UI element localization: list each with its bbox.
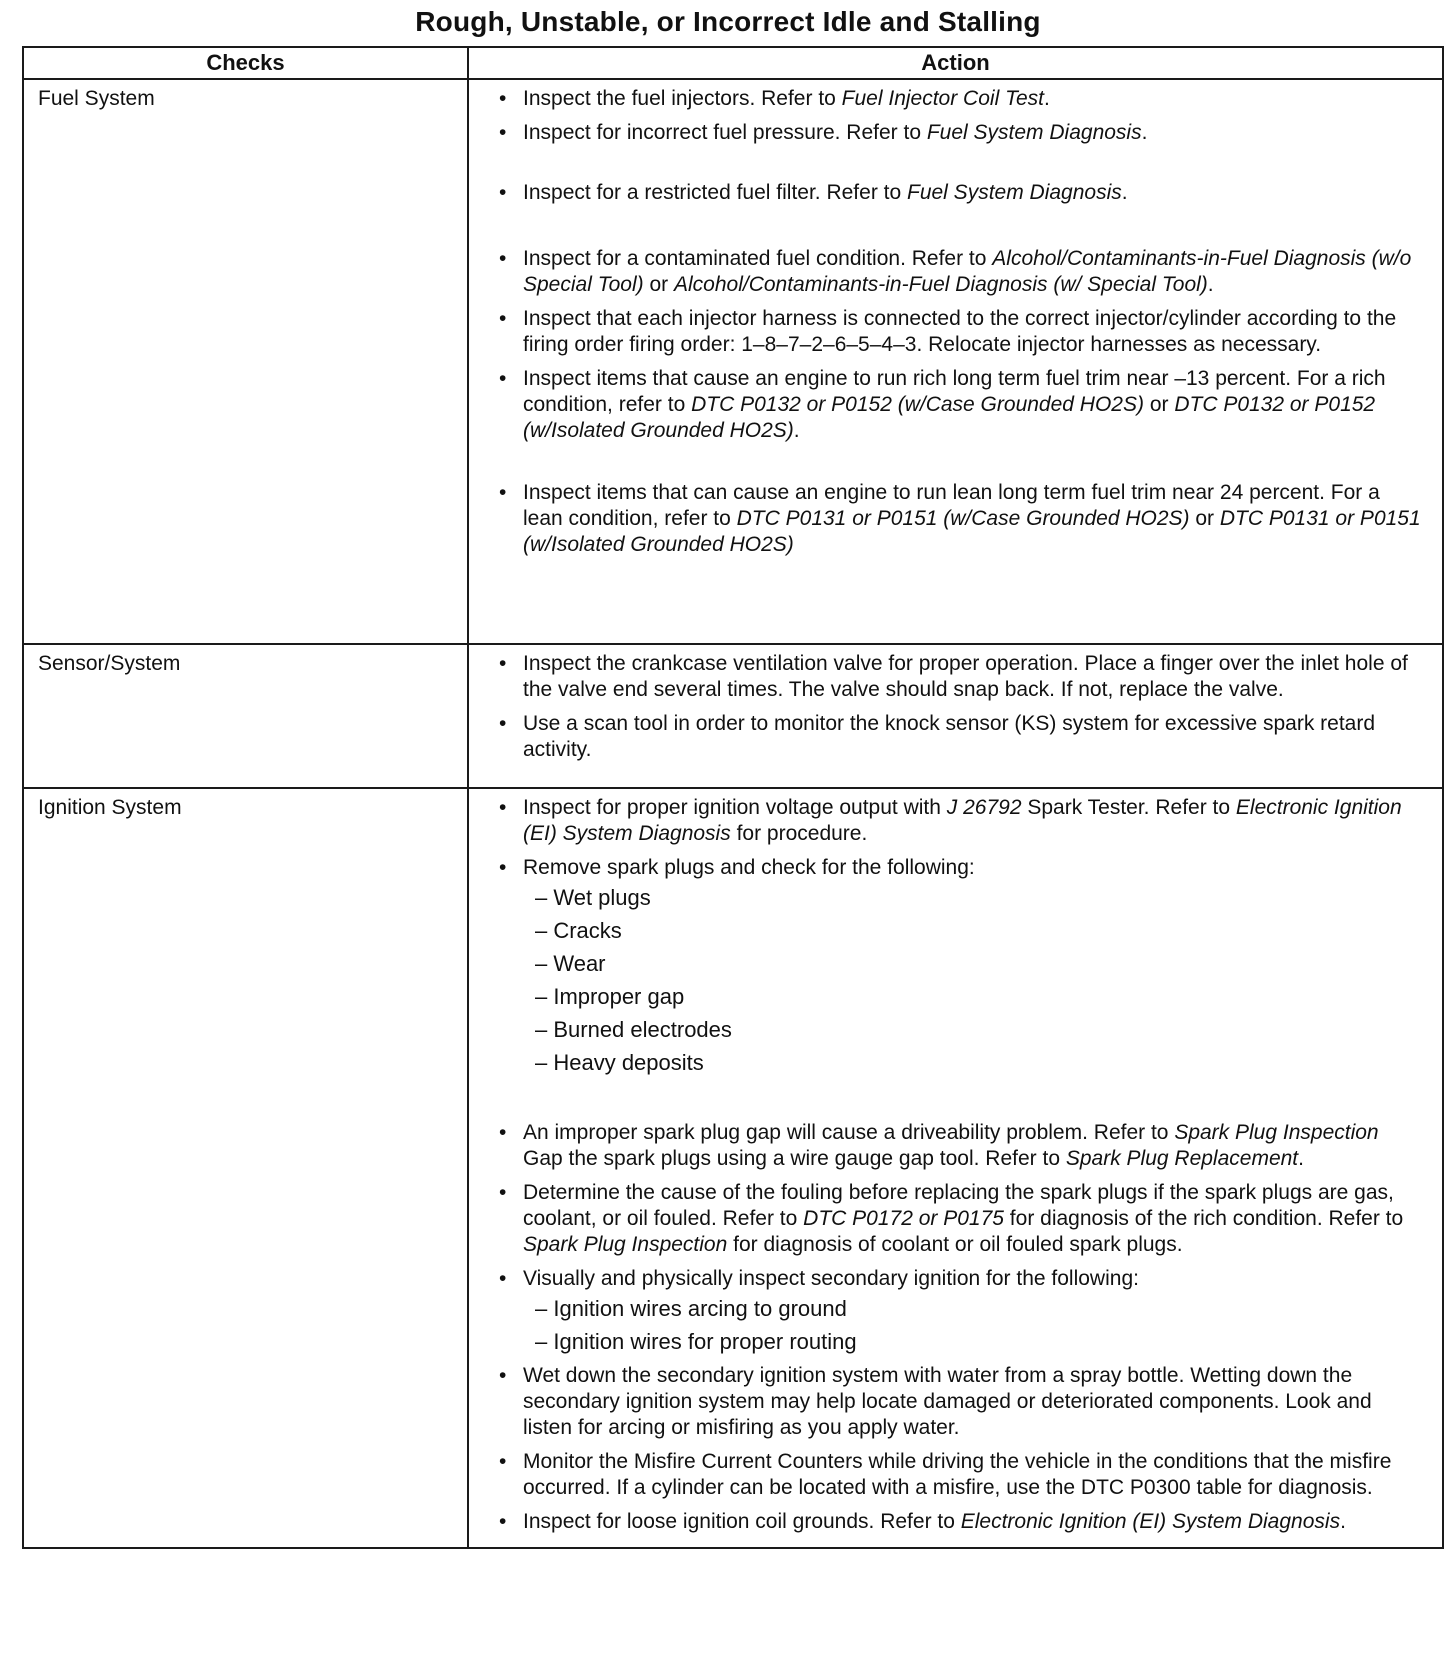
reference-text: Fuel System Diagnosis bbox=[907, 181, 1122, 204]
list-item bbox=[495, 1180, 1422, 1258]
check-cell: Ignition System bbox=[23, 788, 468, 1548]
text: . bbox=[1043, 87, 1050, 110]
text: Inspect for a contaminated fuel condition. Refer to bbox=[523, 247, 993, 270]
reference-text: Spark Plug Replacement bbox=[1065, 1147, 1299, 1170]
list-item bbox=[495, 1363, 1422, 1441]
text: for diagnosis of the rich condition. Refer to bbox=[1003, 1207, 1404, 1230]
reference-text: Spark Plug Inspection bbox=[523, 1233, 728, 1256]
list-item bbox=[495, 1266, 1422, 1355]
reference-text: Alcohol/Contaminants-in-Fuel Diagnosis (w/ Special Tool) bbox=[673, 273, 1208, 296]
list-item bbox=[495, 855, 1422, 1076]
action-list bbox=[495, 651, 1422, 763]
reference-text: DTC P0132 or P0152 (w/Case Grounded HO2S) bbox=[691, 393, 1144, 416]
action-list bbox=[495, 86, 1422, 558]
text: for procedure. bbox=[730, 822, 868, 845]
action-header: Action bbox=[468, 47, 1443, 79]
reference-text: J 26792 bbox=[946, 796, 1022, 819]
text: Inspect items that cause an engine to run rich long term fuel trim near –13 percent. For a rich condition, refer to bbox=[523, 367, 1386, 416]
text: Use a scan tool in order to monitor the knock sensor (KS) system for excessive spark retard activity. bbox=[523, 712, 1376, 761]
text: . bbox=[1141, 121, 1148, 144]
action-cell bbox=[468, 79, 1443, 644]
table-row bbox=[23, 79, 1443, 644]
text: Gap the spark plugs using a wire gauge gap tool. Refer to bbox=[523, 1147, 1066, 1170]
reference-text: Fuel Injector Coil Test bbox=[841, 87, 1044, 110]
diagnostic-table bbox=[22, 46, 1444, 1549]
sub-list-item: – Wear bbox=[535, 951, 606, 976]
sub-list-item: – Wet plugs bbox=[535, 885, 651, 910]
text: . bbox=[1207, 273, 1214, 296]
sub-list-item: – Heavy deposits bbox=[535, 1050, 704, 1075]
text: Inspect for a restricted fuel filter. Refer to bbox=[523, 181, 907, 204]
text: or bbox=[1189, 507, 1220, 530]
text: . bbox=[1298, 1147, 1304, 1170]
text: Spark Tester. Refer to bbox=[1021, 796, 1236, 819]
reference-text: Electronic Ignition (EI) System Diagnosis bbox=[523, 796, 1402, 845]
text: Monitor the Misfire Current Counters while driving the vehicle in the conditions that the misfire occurred. If a cylinder can be located with a misfire, use the DTC P0300 table for diagnosis. bbox=[523, 1450, 1392, 1499]
list-item bbox=[495, 246, 1422, 298]
text: or bbox=[1143, 393, 1175, 416]
text: Inspect that each injector harness is connected to the correct injector/cylinder according to the firing order firing order: 1–8–7–2–6–5–4–3. Relocate injector harnesses as necessary. bbox=[523, 307, 1397, 356]
sub-list-item: – Ignition wires arcing to ground bbox=[535, 1296, 847, 1321]
list-item bbox=[495, 480, 1422, 558]
text: Inspect the crankcase ventilation valve for proper operation. Place a finger over the inlet hole of the valve end several times. The valve should snap back. If not, replace the valve. bbox=[523, 652, 1408, 701]
list-item bbox=[495, 120, 1422, 146]
sub-list bbox=[523, 885, 1422, 1076]
reference-text: Fuel System Diagnosis bbox=[926, 121, 1142, 144]
reference-text: DTC P0131 or P0151 (w/Case Grounded HO2S) bbox=[736, 507, 1190, 530]
reference-text: Alcohol/Contaminants-in-Fuel Diagnosis (w/o Special Tool) bbox=[523, 247, 1412, 296]
list-item bbox=[495, 180, 1422, 206]
text: Determine the cause of the fouling before replacing the spark plugs if the spark plugs are gas, coolant, or oil fouled. Refer to bbox=[523, 1181, 1394, 1230]
text: Wet down the secondary ignition system with water from a spray bottle. Wetting down the secondary ignition system may help locate damaged or deteriorated components. Look and listen for arcing or misfiring as you apply water. bbox=[523, 1364, 1372, 1439]
list-item bbox=[495, 306, 1422, 358]
action-cell bbox=[468, 788, 1443, 1548]
list-item bbox=[495, 1120, 1422, 1172]
table-row bbox=[23, 788, 1443, 1548]
checks-header: Checks bbox=[23, 47, 468, 79]
check-cell: Sensor/System bbox=[23, 644, 468, 788]
text: Inspect the fuel injectors. Refer to bbox=[523, 87, 842, 110]
action-cell bbox=[468, 644, 1443, 788]
list-item bbox=[495, 711, 1422, 763]
list-item bbox=[495, 651, 1422, 703]
text: Inspect for loose ignition coil grounds. Refer to bbox=[523, 1510, 961, 1533]
list-item bbox=[495, 366, 1422, 444]
text: An improper spark plug gap will cause a driveability problem. Refer to bbox=[523, 1121, 1175, 1144]
sub-list-item: – Cracks bbox=[535, 918, 622, 943]
check-cell: Fuel System bbox=[23, 79, 468, 644]
text: or bbox=[643, 273, 674, 296]
document-title: Rough, Unstable, or Incorrect Idle and Stalling bbox=[415, 6, 1041, 37]
action-list bbox=[495, 795, 1422, 1535]
sub-list-item: – Burned electrodes bbox=[535, 1017, 732, 1042]
text: Inspect for proper ignition voltage output with bbox=[523, 796, 947, 819]
header-row bbox=[23, 47, 1443, 79]
list-item bbox=[495, 795, 1422, 847]
text: Visually and physically inspect secondary ignition for the following: bbox=[523, 1267, 1139, 1290]
table-row bbox=[23, 644, 1443, 788]
list-item bbox=[495, 86, 1422, 112]
text: Inspect items that can cause an engine to run lean long term fuel trim near 24 percent. For a lean condition, refer to bbox=[523, 481, 1380, 530]
text: . bbox=[1121, 181, 1128, 204]
text: . bbox=[1340, 1510, 1346, 1533]
text: Inspect for incorrect fuel pressure. Refer to bbox=[523, 121, 927, 144]
list-item bbox=[495, 1449, 1422, 1501]
sub-list bbox=[523, 1296, 1422, 1355]
sub-list-item: – Improper gap bbox=[535, 984, 685, 1009]
reference-text: Electronic Ignition (EI) System Diagnosis bbox=[960, 1510, 1341, 1533]
list-item bbox=[495, 1509, 1422, 1535]
reference-text: DTC P0172 or P0175 bbox=[803, 1207, 1004, 1230]
reference-text: DTC P0132 or P0152 (w/Isolated Grounded HO2S) bbox=[523, 393, 1376, 442]
text: for diagnosis of coolant or oil fouled spark plugs. bbox=[727, 1233, 1183, 1256]
reference-text: Spark Plug Inspection bbox=[1174, 1121, 1379, 1144]
text: . bbox=[793, 419, 800, 442]
reference-text: DTC P0131 or P0151 (w/Isolated Grounded HO2S) bbox=[523, 507, 1421, 556]
text: Remove spark plugs and check for the following: bbox=[523, 856, 975, 879]
sub-list-item: – Ignition wires for proper routing bbox=[535, 1329, 857, 1354]
